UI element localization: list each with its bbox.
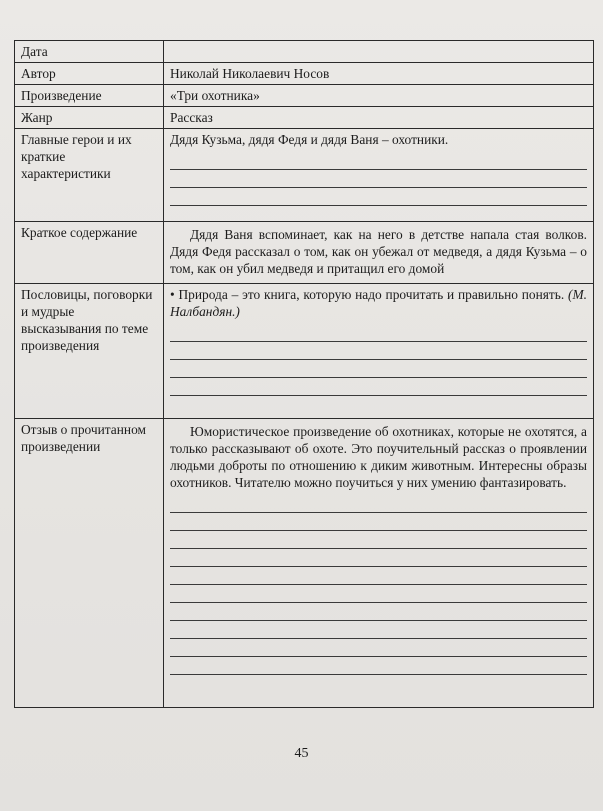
proverbs-cell <box>164 284 594 419</box>
review-label: Отзыв о прочитанном произведении <box>15 419 164 708</box>
writing-line <box>170 531 587 549</box>
proverbs-quote <box>170 286 587 320</box>
summary-label: Краткое содержание <box>15 222 164 284</box>
writing-line <box>170 152 587 170</box>
page-number: 45 <box>294 746 309 761</box>
proverb-author: (М. Налбандян.) <box>170 287 587 319</box>
writing-line <box>170 585 587 603</box>
genre-value: Рассказ <box>164 107 594 129</box>
date-label: Дата <box>15 41 164 63</box>
genre-label: Жанр <box>15 107 164 129</box>
writing-line <box>170 324 587 342</box>
row-heroes <box>15 129 594 222</box>
writing-line <box>170 360 587 378</box>
author-label: Автор <box>15 63 164 85</box>
date-value <box>164 41 594 63</box>
row-summary <box>15 222 594 284</box>
row-proverbs <box>15 284 594 419</box>
proverbs-writing-lines <box>170 324 587 396</box>
author-value: Николай Николаевич Носов <box>164 63 594 85</box>
review-value: Юмористическое произведение об охотниках, которые не охотятся, а только рассказывают об охоте. Это поучительный рассказ о проявлении людьми доброты по отношению к диким животным. Интересны образы охотников. Читателю можно поучиться у них умению фантазировать. <box>170 424 587 490</box>
writing-line <box>170 639 587 657</box>
writing-line <box>170 549 587 567</box>
writing-line <box>170 342 587 360</box>
heroes-cell <box>164 129 594 222</box>
heroes-label: Главные герои и их краткие характеристики <box>15 129 164 222</box>
writing-line <box>170 513 587 531</box>
proverbs-label: Пословицы, поговорки и мудрые высказывания по теме произведения <box>15 284 164 419</box>
row-genre <box>15 107 594 129</box>
writing-line <box>170 621 587 639</box>
review-writing-lines <box>170 495 587 675</box>
work-value: «Три охотника» <box>164 85 594 107</box>
row-date <box>15 41 594 63</box>
row-work <box>15 85 594 107</box>
writing-line <box>170 170 587 188</box>
review-cell <box>164 419 594 708</box>
writing-line <box>170 495 587 513</box>
writing-line <box>170 567 587 585</box>
writing-line <box>170 657 587 675</box>
proverb-text: • Природа – это книга, которую надо прочитать и правильно понять. <box>170 287 565 302</box>
writing-line <box>170 603 587 621</box>
reading-log-table <box>14 40 594 708</box>
work-label: Произведение <box>15 85 164 107</box>
row-review <box>15 419 594 708</box>
writing-line <box>170 378 587 396</box>
heroes-writing-lines <box>170 152 587 206</box>
row-author <box>15 63 594 85</box>
writing-line <box>170 188 587 206</box>
heroes-value: Дядя Кузьма, дядя Федя и дядя Ваня – охотники. <box>170 132 449 147</box>
summary-value: Дядя Ваня вспоминает, как на него в детстве напала стая волков. Дядя Федя рассказал о том, как он убежал от медведя, а дядя Кузьма – о том, как он убил медведя и притащил его домой <box>164 222 594 284</box>
